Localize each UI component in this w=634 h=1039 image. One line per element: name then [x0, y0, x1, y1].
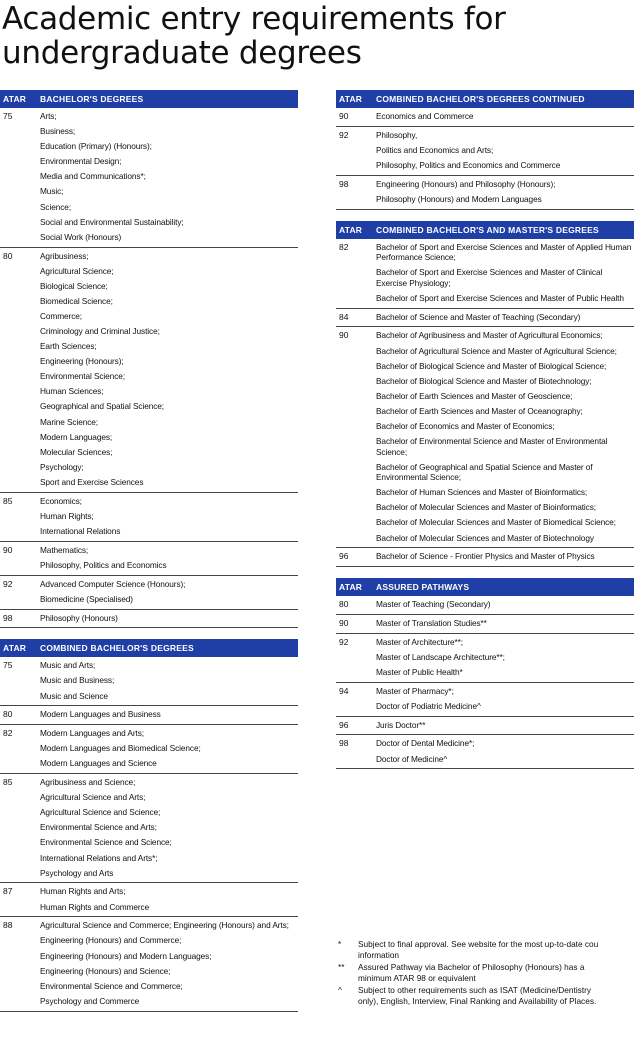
degree-list	[36, 920, 298, 1008]
atar-value: 82	[3, 728, 13, 739]
degree-item: Molecular Sciences;	[40, 446, 113, 457]
atar-group	[0, 657, 298, 706]
atar-group	[0, 576, 298, 610]
footnote	[336, 985, 634, 1007]
degree-item: International Relations and Arts*;	[40, 852, 158, 863]
degree-item: Philosophy, Politics and Economics and Commerce	[376, 159, 561, 170]
atar-value: 82	[339, 241, 349, 252]
atar-value: 80	[339, 599, 349, 610]
right-column	[336, 90, 634, 769]
degree-item: Agricultural Science and Science;	[40, 807, 161, 818]
degree-item: Engineering (Honours) and Science;	[40, 965, 171, 976]
degree-item: Bachelor of Agribusiness and Master of Agricultural Economics;	[376, 330, 603, 341]
degree-item: Human Rights and Arts;	[40, 886, 126, 897]
atar-value: 90	[3, 544, 13, 555]
degree-item: Education (Primary) (Honours);	[40, 141, 152, 152]
degree-item: Criminology and Criminal Justice;	[40, 326, 160, 337]
atar-group	[0, 774, 298, 883]
section-header	[336, 578, 634, 596]
degree-item: Master of Landscape Architecture**;	[376, 651, 505, 662]
atar-value: 80	[3, 709, 13, 720]
atar-group	[0, 610, 298, 629]
atar-value: 94	[339, 685, 349, 696]
atar-group	[0, 917, 298, 1011]
footnote-symbol: ^	[338, 985, 342, 996]
degree-item: Agricultural Science and Arts;	[40, 792, 146, 803]
degree-item: Bachelor of Molecular Sciences and Master of Bioinformatics;	[376, 502, 596, 513]
section-heading: BACHELOR'S DEGREES	[40, 94, 144, 104]
degree-item: Modern Languages;	[40, 431, 113, 442]
atar-value: 90	[339, 617, 349, 628]
section-heading: COMBINED BACHELOR'S DEGREES	[40, 643, 194, 654]
requirements-section	[0, 639, 298, 1011]
degree-item: Advanced Computer Science (Honours);	[40, 578, 186, 589]
degree-item: Bachelor of Science - Frontier Physics and Master of Physics	[376, 551, 595, 562]
degree-item: Philosophy (Honours) and Modern Languages	[376, 193, 542, 204]
degree-item: Philosophy,	[376, 129, 418, 140]
degree-item: Bachelor of Molecular Sciences and Master of Biotechnology	[376, 532, 594, 543]
degree-item: Engineering (Honours) and Philosophy (Honours);	[376, 178, 556, 189]
degree-item: Music and Science	[40, 690, 108, 701]
degree-item: Philosophy (Honours)	[40, 612, 118, 623]
atar-value: 75	[3, 660, 13, 671]
degree-item: Master of Translation Studies**	[376, 617, 487, 628]
degree-item: Psychology;	[40, 461, 84, 472]
atar-group	[336, 596, 634, 615]
degree-item: Environmental Science and Commerce;	[40, 980, 183, 991]
degree-item: Bachelor of Science and Master of Teaching (Secondary)	[376, 311, 581, 322]
footnotes	[336, 939, 634, 1008]
degree-list	[36, 111, 298, 245]
degree-item: Juris Doctor**	[376, 719, 426, 730]
atar-group	[336, 735, 634, 769]
section-heading: COMBINED BACHELOR'S AND MASTER'S DEGREES	[376, 224, 599, 235]
degree-item: Human Sciences;	[40, 386, 104, 397]
footnote	[336, 962, 634, 984]
degree-item: Doctor of Dental Medicine*;	[376, 738, 475, 749]
atar-value: 98	[3, 612, 13, 623]
degree-list	[372, 618, 634, 631]
degree-item: International Relations	[40, 525, 121, 536]
section-header	[0, 639, 298, 657]
page-title-line-2: undergraduate degrees	[2, 35, 362, 71]
atar-value: 96	[339, 719, 349, 730]
degree-list	[36, 496, 298, 539]
atar-value: 90	[339, 330, 349, 341]
requirements-section	[0, 90, 298, 628]
atar-value: 90	[339, 111, 349, 121]
degree-item: Human Rights and Commerce	[40, 901, 150, 912]
degree-list	[36, 886, 298, 914]
degree-item: Bachelor of Geographical and Spatial Science and Master of Environmental Science;	[376, 461, 593, 483]
degree-item: Master of Architecture**;	[376, 636, 463, 647]
degree-item: Modern Languages and Science	[40, 758, 157, 769]
atar-group	[0, 248, 298, 493]
degree-item: Modern Languages and Biomedical Science;	[40, 743, 201, 754]
degree-item: Philosophy, Politics and Economics	[40, 559, 167, 570]
degree-list	[372, 330, 634, 545]
requirements-section	[336, 221, 634, 568]
degree-item: Bachelor of Human Sciences and Master of Bioinformatics;	[376, 487, 588, 498]
degree-list	[372, 179, 634, 207]
degree-item: Master of Public Health*	[376, 666, 463, 677]
atar-group	[336, 615, 634, 634]
atar-value: 98	[339, 738, 349, 749]
degree-item: Commerce;	[40, 310, 82, 321]
degree-list	[36, 709, 298, 722]
degree-item: Social Work (Honours)	[40, 231, 122, 242]
degree-list	[372, 720, 634, 733]
degree-item: Bachelor of Agricultural Science and Master of Agricultural Science;	[376, 345, 617, 356]
degree-item: Modern Languages and Business	[40, 709, 161, 720]
atar-value: 85	[3, 777, 13, 788]
degree-item: Earth Sciences;	[40, 341, 97, 352]
atar-group	[0, 725, 298, 774]
degree-item: Bachelor of Sport and Exercise Sciences and Master of Public Health	[376, 292, 624, 303]
degree-list	[36, 579, 298, 607]
degree-item: Science;	[40, 201, 72, 212]
footnote-text: Assured Pathway via Bachelor of Philosophy (Honours) has a minimum ATAR 98 or equivalent	[358, 962, 585, 983]
section-header	[0, 90, 298, 108]
atar-group	[336, 108, 634, 127]
degree-list	[372, 312, 634, 325]
atar-value: 92	[339, 129, 349, 140]
section-heading: ASSURED PATHWAYS	[376, 582, 470, 593]
footnote-text: Subject to final approval. See website for the most up-to-date cou information	[358, 939, 599, 960]
atar-group	[336, 683, 634, 717]
degree-list	[372, 130, 634, 173]
section-header	[336, 90, 634, 108]
page-title-line-1: Academic entry requirements for	[2, 1, 506, 37]
degree-item: Bachelor of Sport and Exercise Sciences and Master of Clinical Exercise Physiology;	[376, 267, 603, 288]
footnote-text: Subject to other requirements such as ISAT (Medicine/Dentistry only), English, Interview, Final Ranking and Availability of Places.	[358, 985, 597, 1006]
atar-value: 98	[339, 178, 349, 189]
atar-group	[336, 309, 634, 328]
atar-value: 75	[3, 111, 13, 121]
degree-list	[372, 111, 634, 124]
atar-group	[0, 493, 298, 542]
atar-column-label: ATAR	[339, 582, 363, 593]
degree-item: Agribusiness;	[40, 250, 89, 261]
degree-item: Doctor of Medicine^	[376, 753, 448, 764]
degree-list	[372, 551, 634, 564]
degree-list	[372, 637, 634, 680]
atar-group	[336, 634, 634, 683]
atar-group	[336, 548, 634, 567]
atar-value: 92	[3, 578, 13, 589]
degree-item: Psychology and Arts	[40, 867, 114, 878]
atar-column-label: ATAR	[3, 643, 27, 654]
degree-item: Bachelor of Biological Science and Master of Biotechnology;	[376, 375, 592, 386]
atar-value: 96	[339, 551, 349, 562]
degree-item: Biological Science;	[40, 280, 108, 291]
degree-item: Master of Teaching (Secondary)	[376, 599, 491, 610]
page-title	[2, 2, 632, 70]
degree-list	[372, 242, 634, 306]
footnote-symbol: **	[338, 962, 345, 973]
degree-item: Bachelor of Biological Science and Master of Biological Science;	[376, 360, 607, 371]
degree-item: Doctor of Podiatric Medicine^	[376, 700, 481, 711]
degree-item: Music and Business;	[40, 675, 115, 686]
degree-item: Modern Languages and Arts;	[40, 728, 144, 739]
degree-item: Social and Environmental Sustainability;	[40, 216, 184, 227]
atar-value: 87	[3, 886, 13, 897]
atar-value: 92	[339, 636, 349, 647]
degree-item: Music and Arts;	[40, 660, 96, 671]
atar-value: 80	[3, 250, 13, 261]
degree-item: Media and Communications*;	[40, 171, 146, 182]
atar-group	[0, 883, 298, 917]
degree-list	[36, 251, 298, 490]
degree-item: Engineering (Honours);	[40, 356, 124, 367]
degree-item: Politics and Economics and Arts;	[376, 144, 494, 155]
degree-item: Agricultural Science;	[40, 265, 114, 276]
degree-item: Business;	[40, 126, 76, 137]
atar-column-label: ATAR	[3, 94, 27, 104]
degree-item: Marine Science;	[40, 416, 98, 427]
degree-list	[372, 686, 634, 714]
atar-column-label: ATAR	[339, 94, 363, 104]
section-heading: COMBINED BACHELOR'S DEGREES CONTINUED	[376, 94, 585, 104]
degree-list	[372, 738, 634, 766]
requirements-section	[336, 578, 634, 769]
degree-item: Environmental Science and Arts;	[40, 822, 157, 833]
degree-item: Sport and Exercise Sciences	[40, 476, 144, 487]
atar-column-label: ATAR	[339, 224, 363, 235]
atar-value: 84	[339, 311, 349, 322]
atar-group	[336, 717, 634, 736]
degree-item: Geographical and Spatial Science;	[40, 401, 165, 412]
requirements-section	[336, 90, 634, 210]
atar-group	[336, 239, 634, 309]
degree-item: Biomedicine (Specialised)	[40, 593, 133, 604]
atar-value: 85	[3, 495, 13, 506]
degree-item: Engineering (Honours) and Modern Languages;	[40, 950, 212, 961]
degree-item: Bachelor of Environmental Science and Master of Environmental Science;	[376, 436, 608, 457]
degree-item: Bachelor of Molecular Sciences and Master of Biomedical Science;	[376, 517, 616, 528]
degree-item: Music;	[40, 186, 64, 197]
degree-item: Economics;	[40, 495, 82, 506]
atar-value: 88	[3, 920, 13, 931]
degree-list	[36, 545, 298, 573]
left-column	[0, 90, 298, 1012]
degree-item: Psychology and Commerce	[40, 995, 140, 1006]
degree-list	[36, 728, 298, 771]
degree-item: Engineering (Honours) and Commerce;	[40, 935, 182, 946]
degree-list	[372, 599, 634, 612]
atar-group	[336, 176, 634, 210]
footnote-symbol: *	[338, 939, 342, 949]
degree-item: Master of Pharmacy*;	[376, 685, 454, 696]
degree-list	[36, 660, 298, 703]
degree-item: Agricultural Science and Commerce; Engineering (Honours) and Arts;	[40, 920, 289, 931]
atar-group	[336, 127, 634, 176]
atar-group	[0, 542, 298, 576]
degree-item: Biomedical Science;	[40, 295, 113, 306]
degree-item: Environmental Science and Science;	[40, 837, 172, 848]
degree-item: Bachelor of Sport and Exercise Sciences and Master of Applied Human Performance Science;	[376, 241, 632, 263]
atar-group	[0, 108, 298, 248]
footnote	[336, 939, 634, 961]
degree-item: Mathematics;	[40, 544, 89, 555]
degree-list	[36, 777, 298, 880]
degree-item: Environmental Design;	[40, 156, 122, 167]
atar-group	[336, 327, 634, 548]
degree-item: Bachelor of Earth Sciences and Master of Geoscience;	[376, 390, 573, 401]
degree-item: Bachelor of Earth Sciences and Master of Oceanography;	[376, 405, 583, 416]
section-header	[336, 221, 634, 239]
degree-item: Agribusiness and Science;	[40, 777, 136, 788]
degree-item: Economics and Commerce	[376, 111, 474, 121]
atar-group	[0, 706, 298, 725]
degree-item: Bachelor of Economics and Master of Economics;	[376, 421, 555, 432]
degree-item: Human Rights;	[40, 510, 94, 521]
degree-item: Arts;	[40, 111, 57, 121]
degree-list	[36, 613, 298, 626]
degree-item: Environmental Science;	[40, 371, 125, 382]
